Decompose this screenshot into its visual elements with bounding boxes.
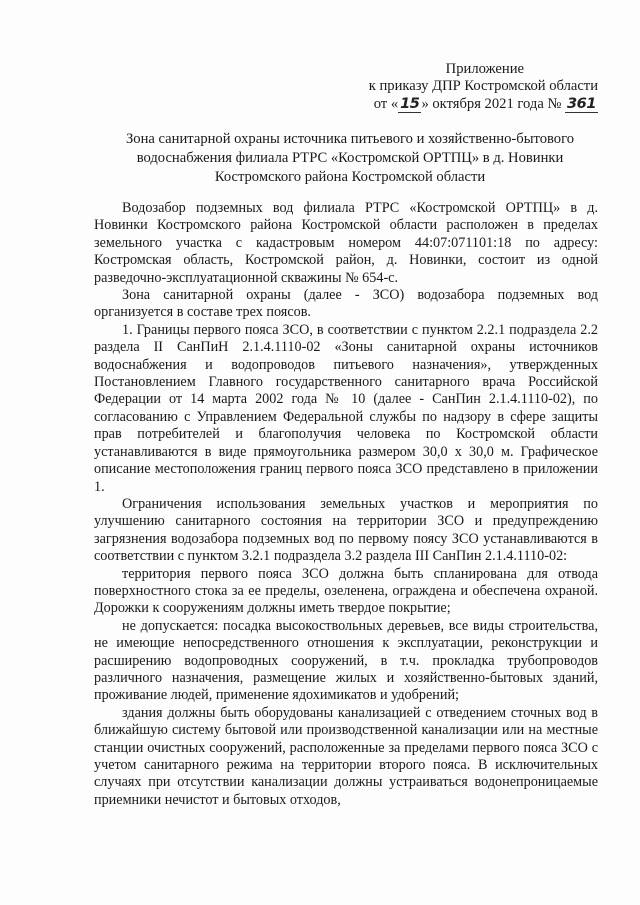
- paragraph: 1. Границы первого пояса ЗСО, в соответствии с пунктом 2.2.1 подраздела 2.2 раздела II СанПиН 2.1.4.1110-02 «Зоны санитарной охраны источников водоснабжения и водопроводов питьевого назначения», утвержденных Постановлением Главного государственного санитарного врача Российской Федерации от 14 марта 2002 года № 10 (далее - СанПин 2.1.4.1110-02), по согласованию с Управлением Федеральной службы по надзору в сфере защиты прав потребителей и благополучия человека по Костромской области устанавливаются в виде прямоугольника размером 30,0 х 30,0 м. Графическое описание местоположения границ первого пояса ЗСО представлено в приложении 1.: [94, 321, 598, 495]
- order-reference: к приказу ДПР Костромской области: [368, 78, 598, 94]
- paragraph: Зона санитарной охраны (далее - ЗСО) водозабора подземных вод организуется в составе трех поясов.: [94, 287, 598, 321]
- handwritten-day: 15: [400, 95, 420, 112]
- document-body: [94, 200, 598, 809]
- title-line-1: Зона санитарной охраны источника питьевого и хозяйственно-бытового: [125, 131, 574, 147]
- appendix-label: Приложение: [445, 61, 524, 77]
- date-middle: » октября 2021 года №: [421, 96, 562, 112]
- order-date-number: [369, 95, 598, 113]
- paragraph: здания должны быть оборудованы канализацией с отведением сточных вод в ближайшую систему бытовой или производственной канализации или на местные станции очистных сооружений, расположенные за пределами первого пояса ЗСО с учетом санитарного режима на территории второго пояса. В исключительных случаях при отсутствии канализации должны устраиваться водонепроницаемые приемники нечистот и бытовых отходов,: [94, 704, 598, 808]
- paragraph: Ограничения использования земельных участков и мероприятия по улучшению санитарного состояния на территории ЗСО и предупреждению загрязнения водозабора подземных вод по первому поясу ЗСО устанавливаются в соответствии с пунктом 3.2.1 подраздела 3.2 раздела III СанПин 2.1.4.1110-02:: [94, 495, 598, 565]
- title-line-3: Костромского района Костромской области: [214, 169, 486, 185]
- paragraph: территория первого пояса ЗСО должна быть спланирована для отвода поверхностного стока за ее пределы, озеленена, ограждена и обеспечена охраной. Дорожки к сооружениям должны иметь твердое покрытие;: [94, 565, 598, 617]
- title-line-2: водоснабжения филиала РТРС «Костромской ОРТПЦ» в д. Новинки: [136, 150, 564, 166]
- date-prefix: от «: [373, 96, 399, 112]
- document-title: [100, 130, 600, 187]
- handwritten-order-number: 361: [567, 95, 596, 112]
- appendix-header: [369, 61, 598, 113]
- paragraph: Водозабор подземных вод филиала РТРС «Костромской ОРТПЦ» в д. Новинки Костромского района Костромской области расположен в пределах земельного участка с кадастровым номером 44:07:071101:18 по адресу: Костромская область, Костромской район, д. Новинки, состоит из одной разведочно-эксплуатационной скважины № 654-с.: [94, 200, 598, 286]
- paragraph: не допускается: посадка высокоствольных деревьев, все виды строительства, не имеющие непосредственного отношения к эксплуатации, реконструкции и расширению водопроводных сооружений, в т.ч. прокладка трубопроводов различного назначения, размещение жилых и хозяйственно-бытовых зданий, проживание людей, применение ядохимикатов и удобрений;: [94, 617, 598, 704]
